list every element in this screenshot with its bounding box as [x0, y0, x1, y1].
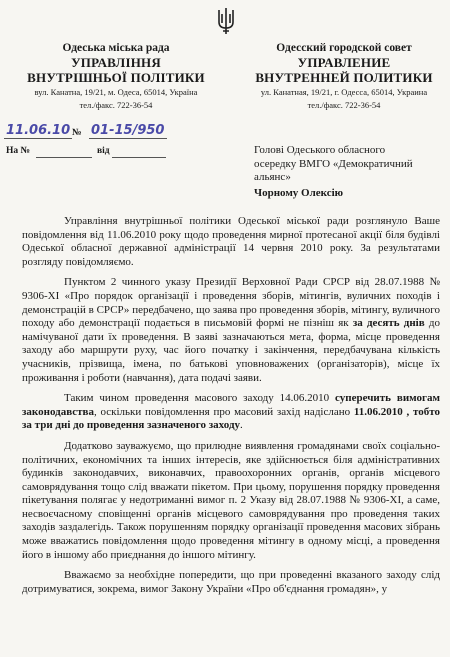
- paragraph-1: Управління внутрішньої політики Одеської міської ради розглянуло Ваше повідомлення від 11.06.2010 року щодо проведення мирної протесаної акції біля будівлі Одеської обласної державної адміністрації 14 червня 2010 року. За результатами розгляду повідомляємо.: [22, 215, 440, 268]
- recipient-name: Чорному Олексію: [254, 187, 344, 199]
- header-left: [16, 42, 216, 111]
- phone-uk: тел./факс. 722-36-54: [79, 100, 153, 110]
- addressee-block: [254, 144, 444, 185]
- org-name-uk: Одеська міська рада: [62, 42, 170, 54]
- dept-title-ru-2: ВНУТРЕННЕЙ ПОЛИТИКИ: [255, 70, 433, 85]
- number-label: №: [72, 128, 82, 138]
- paragraph-5: Вважаємо за необхідне попередити, що при проведенні вказаного заходу слід дотримуватися, зокрема, вимог Закону України «Про об'єднання громадян», у: [22, 569, 440, 595]
- reference-date-label: від: [97, 146, 110, 156]
- paragraph-2: Пунктом 2 чинного указу Президії Верховної Ради СРСР від 28.07.1988 № 9306-XI «Про порядок організації і проведення зборів, мітингів, вуличних походів і демонстрацій в СРСР» передбачено, що заява про проведення зборів, мітингу, вуличного походу або демонстрації подається в письмовій формі не пізніш як за десять днів до намічуваної дати їх проведення. В заяві зазначаються мета, форма, місце проведення заходу або маршрути руху, час його початку і закінчення, передбачувана кількість учасників, прізвища, імена, по батькові уповноважених (організаторів), місце їх проживання і роботи (навчання), дата подачі заяви.: [22, 276, 440, 384]
- addressee-line-2: осередку ВМГО «Демократичний: [254, 157, 413, 170]
- dept-title-uk-1: УПРАВЛІННЯ: [71, 55, 161, 70]
- phone-ru: тел./факс. 722-36-54: [307, 100, 381, 110]
- address-ru: ул. Канатная, 19/21, г. Одесса, 65014, Украина: [260, 87, 428, 97]
- reference-date-line: [112, 157, 166, 158]
- dept-title-ru-1: УПРАВЛЕНИЕ: [297, 55, 391, 70]
- registration-number: 01-15/950: [89, 123, 167, 139]
- letter-body: [22, 215, 440, 603]
- registration-date: 11.06.10: [6, 123, 71, 138]
- address-uk: вул. Канатна, 19/21, м. Одеса, 65014, Україна: [34, 87, 198, 97]
- paragraph-3: Таким чином проведення масового заходу 14.06.2010 суперечить вимогам законодавства, оскільки повідомлення про масовий захід надіслано 11.06.2010 , тобто за три дні до проведення зазначеного заходу.: [22, 392, 440, 432]
- addressee-line-1: Голові Одеського обласного: [254, 144, 386, 156]
- trident-emblem-icon: [216, 6, 236, 36]
- paragraph-4: Додатково зауважуємо, що прилюдне виявлення громадянами своїх соціально-політичних, економічних та інших інтересів, яке здійснюється біля адміністративних будинків законодавчих, виконавчих, правоохоронних органів, органів місцевого самоврядування тощо слід вважати пікетом. При цьому, порушення порядку проведення пікетування полягає у недотриманні вимог п. 2 Указу від 28.07.1988 № 9306-XI, а саме, несвоєчасному сповіщенні органів місцевого самоврядування про проведення таких заходів заздалегідь. Також порушенням порядку організації проведення масових зібрань може вважатись повідомлення щодо проведення мітингу в одному місці, а проведення його в іншому або приєднання до іншого мітингу.: [22, 439, 440, 561]
- reference-number-line: [36, 157, 92, 158]
- dept-title-uk-2: ВНУТРІШНЬОЇ ПОЛІТИКИ: [27, 70, 205, 85]
- org-name-ru: Одесский городской совет: [276, 42, 412, 54]
- reference-number-label: На №: [6, 146, 31, 156]
- header-right: [244, 42, 444, 111]
- addressee-line-3: альянс»: [254, 171, 291, 183]
